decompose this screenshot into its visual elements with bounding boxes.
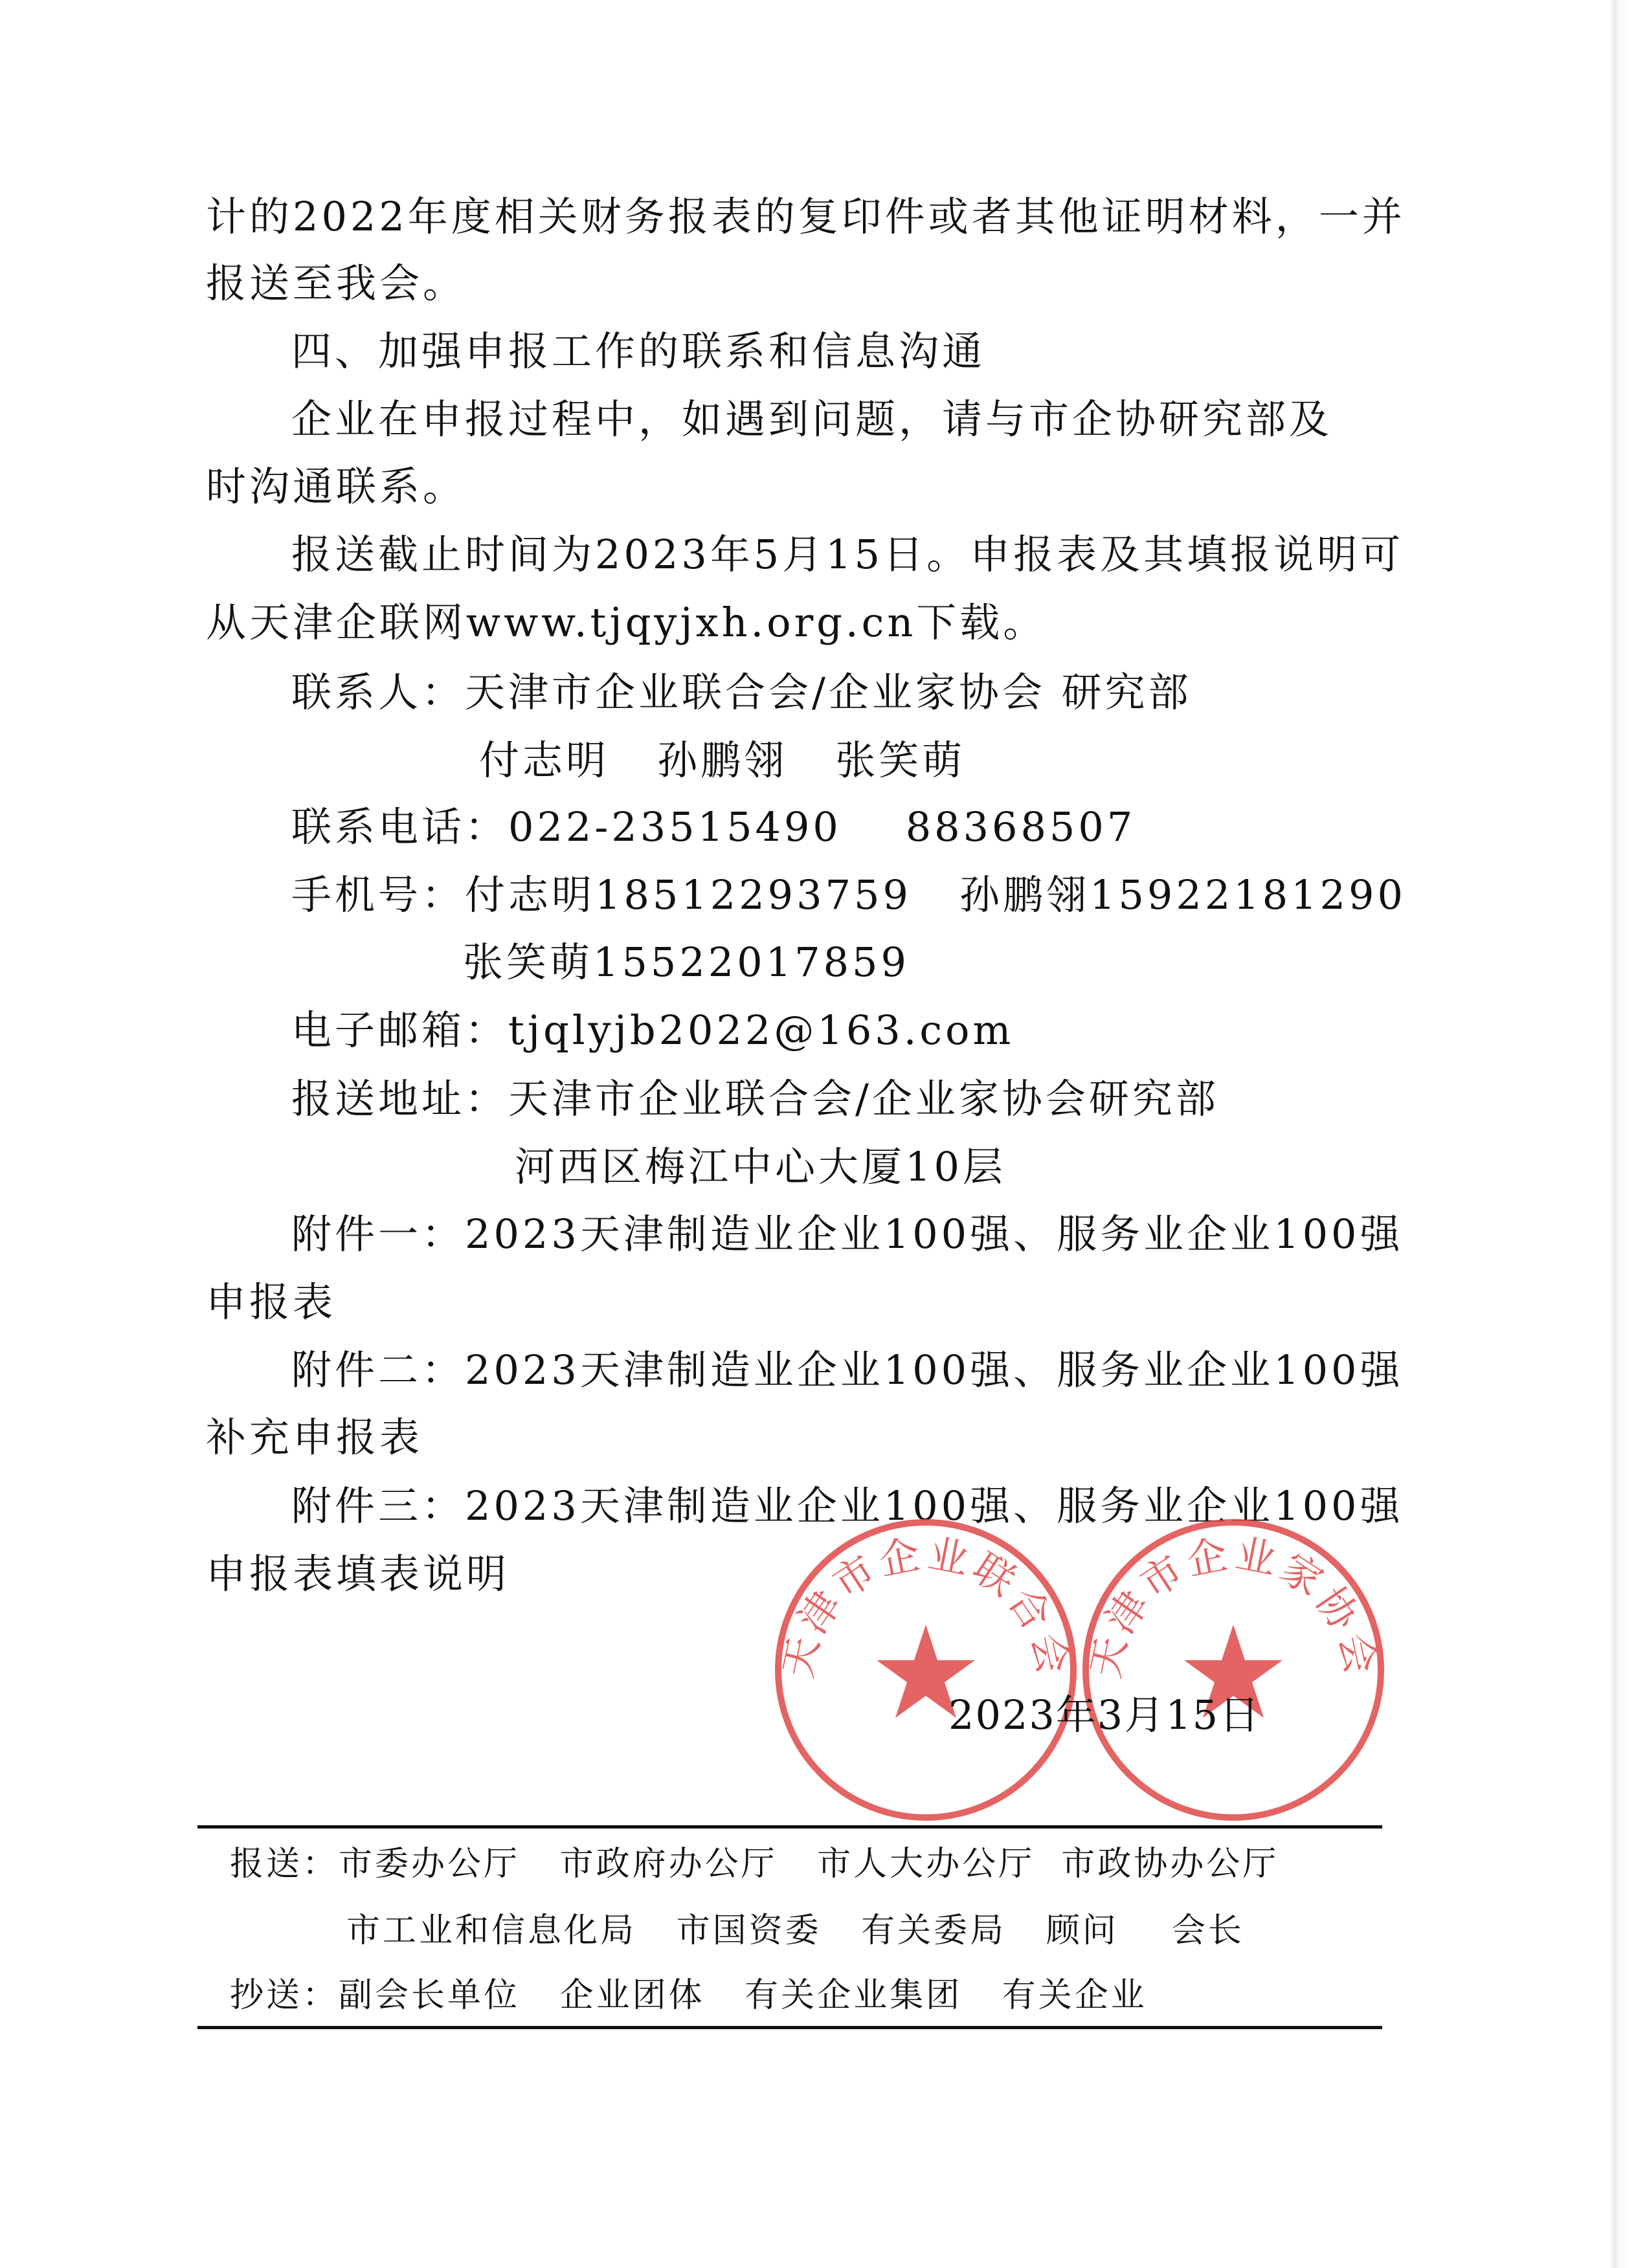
- attachment-2: 附件二：2023天津制造业企业100强、服务业企业100强: [291, 1346, 1404, 1394]
- attachment-1-cont: 申报表: [206, 1278, 337, 1326]
- body-line: 时沟通联系。: [206, 463, 467, 510]
- contact-names: 付志明 孙鹏翎 张笑萌: [479, 737, 966, 784]
- scan-page-edge: [1609, 0, 1647, 2268]
- attachment-2-cont: 补充申报表: [206, 1414, 423, 1461]
- seal-right-text: 天津市企业家协会: [1081, 1529, 1385, 1682]
- contact-email: 电子邮箱：tjqlyjb2022@163.com: [291, 1006, 1014, 1054]
- contact-org: 联系人：天津市企业联合会/企业家协会 研究部: [291, 669, 1192, 716]
- attachment-1: 附件一：2023天津制造业企业100强、服务业企业100强: [291, 1210, 1404, 1258]
- address-location: 河西区梅江中心大厦10层: [515, 1143, 1006, 1190]
- body-line: 报送至我会。: [206, 260, 467, 307]
- address-org: 报送地址：天津市企业联合会/企业家协会研究部: [291, 1075, 1219, 1122]
- divider-bottom: [197, 2026, 1382, 2029]
- body-line: 从天津企联网www.tjqyjxh.org.cn下载。: [206, 599, 1047, 646]
- distribution-line-3: 抄送：副会长单位 企业团体 有关企业集团 有关企业: [230, 1976, 1147, 2015]
- body-line: 企业在申报过程中，如遇到问题，请与市企协研究部及: [291, 395, 1333, 443]
- seal-left-text: 天津市企业联合会: [774, 1529, 1078, 1682]
- distribution-line-2: 市工业和信息化局 市国资委 有关委局 顾问 会长: [346, 1911, 1244, 1950]
- contact-mobile-2: 张笑萌15522017859: [463, 939, 910, 986]
- distribution-line-1: 报送：市委办公厅 市政府办公厅 市人大办公厅 市政协办公厅: [230, 1845, 1279, 1884]
- issue-date: 2023年3月15日: [948, 1691, 1261, 1739]
- seal-left: [770, 1515, 1081, 1825]
- divider-top: [197, 1825, 1382, 1829]
- seal-right: [1078, 1515, 1389, 1825]
- body-line: 报送截止时间为2023年5月15日。申报表及其填报说明可: [291, 531, 1404, 578]
- attachment-3-cont: 申报表填表说明: [206, 1550, 510, 1597]
- contact-phone: 联系电话：022-23515490 88368507: [291, 803, 1136, 850]
- attachment-3: 附件三：2023天津制造业企业100强、服务业企业100强: [291, 1482, 1404, 1529]
- contact-mobile: 手机号：付志明18512293759 孙鹏翎15922181290: [291, 871, 1406, 918]
- body-line: 计的2022年度相关财务报表的复印件或者其他证明材料，一并: [206, 193, 1406, 240]
- section-heading: 四、加强申报工作的联系和信息沟通: [291, 328, 986, 375]
